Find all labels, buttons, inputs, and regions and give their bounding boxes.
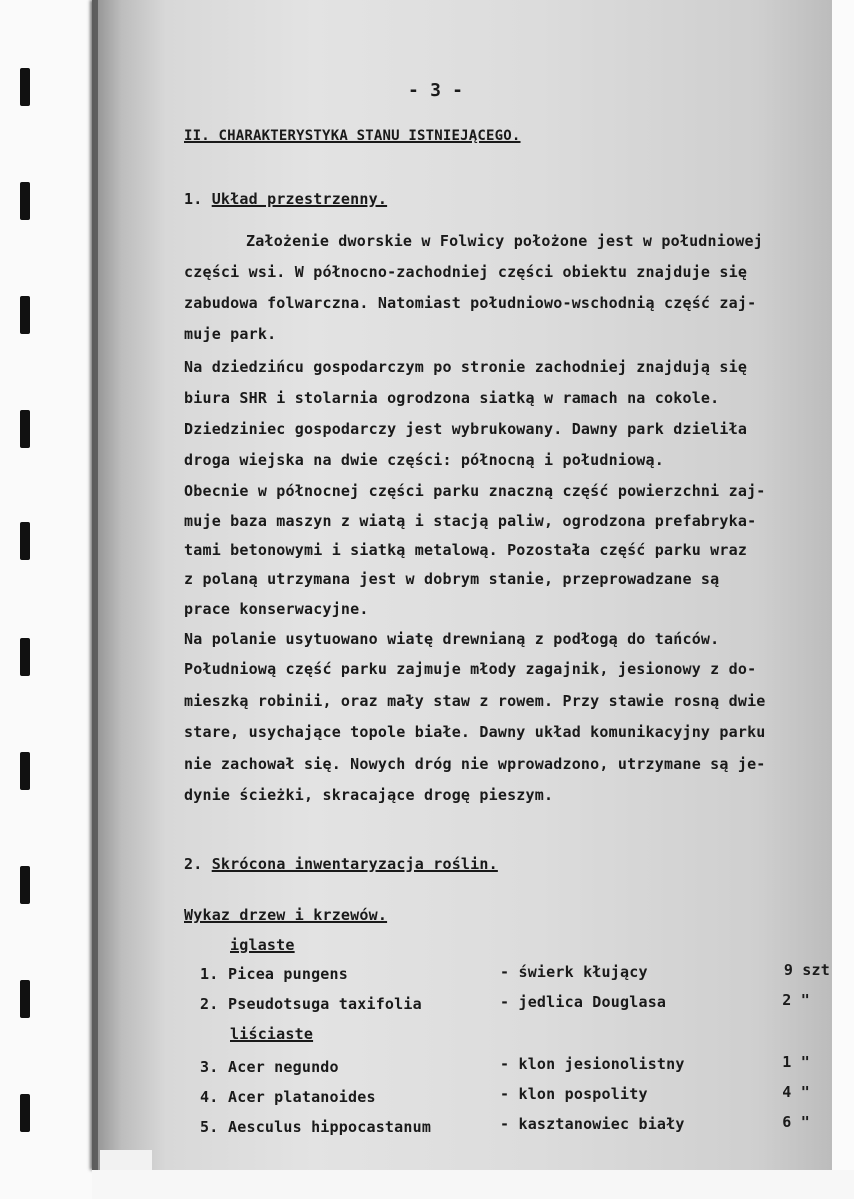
plant-count: 1 " [782, 1053, 810, 1071]
binder-hole [20, 752, 30, 790]
binder-hole [20, 68, 30, 106]
subsection-title: Skrócona inwentaryzacja roślin. [211, 855, 498, 873]
plant-polish-name: - kasztanowiec biały [500, 1115, 685, 1133]
paragraph-line: części wsi. W północno-zachodniej części obiektu znajduje się [184, 263, 748, 281]
paragraph-line: muje baza maszyn z wiatą i stacją paliw, ogrodzona prefabryka- [184, 512, 757, 530]
subsection-number: 2. [184, 855, 203, 873]
paragraph-line: muje park. [184, 325, 277, 343]
plant-latin-name: Acer negundo [228, 1058, 339, 1076]
plant-number: 5. [200, 1118, 219, 1136]
paragraph-line: biura SHR i stolarnia ogrodzona siatką w ramach na cokole. [184, 389, 720, 407]
binder-hole [20, 638, 30, 676]
plant-number: 3. [200, 1058, 219, 1076]
plant-number: 2. [200, 995, 219, 1013]
paragraph-line: Południową część parku zajmuje młody zagajnik, jesionowy z do- [184, 660, 757, 678]
binder-hole [20, 866, 30, 904]
page-corner [100, 1150, 152, 1170]
paragraph-line: Założenie dworskie w Folwicy położone jest w południowej [246, 232, 763, 250]
group-label-coniferous: iglaste [230, 936, 295, 954]
paragraph-line: Dziedziniec gospodarczy jest wybrukowany. Dawny park dzieliła [184, 420, 748, 438]
binder-hole [20, 980, 30, 1018]
plant-number: 4. [200, 1088, 219, 1106]
section-title: II. CHARAKTERYSTYKA STANU ISTNIEJĄCEGO. [184, 128, 521, 144]
bottom-margin [92, 1170, 854, 1199]
paragraph-line: prace konserwacyjne. [184, 600, 369, 618]
plant-count: 2 " [782, 991, 810, 1009]
paragraph-line: dynie ścieżki, skracające drogę pieszym. [184, 786, 554, 804]
paragraph-line: Obecnie w północnej części parku znaczną część powierzchni zaj- [184, 482, 766, 500]
paragraph-line: stare, usychające topole białe. Dawny układ komunikacyjny parku [184, 723, 766, 741]
plant-polish-name: - klon pospolity [500, 1085, 648, 1103]
plant-number: 1. [200, 965, 219, 983]
page-edge-shadow [92, 0, 98, 1170]
paragraph-line: nie zachował się. Nowych dróg nie wprowadzono, utrzymane są je- [184, 755, 766, 773]
binder-hole [20, 410, 30, 448]
paragraph-line: Na polanie usytuowano wiatę drewnianą z podłogą do tańców. [184, 630, 720, 648]
plant-latin-name: Acer platanoides [228, 1088, 376, 1106]
group-label-deciduous: liściaste [230, 1025, 314, 1043]
binder-hole [20, 182, 30, 220]
plant-count: 4 " [782, 1083, 810, 1101]
plant-count: 6 " [782, 1113, 810, 1131]
subsection-heading-2 [184, 855, 498, 873]
binder-hole [20, 296, 30, 334]
page-number: - 3 - [408, 80, 464, 101]
paragraph-line: droga wiejska na dwie części: północną i południową. [184, 451, 664, 469]
subsection-heading-1 [184, 190, 387, 208]
plant-polish-name: - świerk kłujący [500, 963, 648, 981]
plant-latin-name: Aesculus hippocastanum [228, 1118, 432, 1136]
binder-hole [20, 522, 30, 560]
plant-polish-name: - klon jesionolistny [500, 1055, 685, 1073]
paragraph-line: Na dziedzińcu gospodarczym po stronie zachodniej znajdują się [184, 358, 748, 376]
right-margin [832, 0, 854, 1199]
subsection-title: Układ przestrzenny. [211, 190, 388, 208]
binder-hole [20, 1094, 30, 1132]
plant-polish-name: - jedlica Douglasa [500, 993, 667, 1011]
paragraph-line: tami betonowymi i siatką metalową. Pozostała część parku wraz [184, 541, 748, 559]
left-margin [0, 0, 92, 1199]
plant-count: 9 szt [783, 961, 830, 979]
paragraph-line: zabudowa folwarczna. Natomiast południowo-wschodnią część zaj- [184, 294, 757, 312]
subsection-number: 1. [184, 190, 203, 208]
plant-latin-name: Pseudotsuga taxifolia [228, 995, 422, 1013]
paragraph-line: mieszką robinii, oraz mały staw z rowem. Przy stawie rosną dwie [184, 692, 766, 710]
list-heading: Wykaz drzew i krzewów. [184, 906, 388, 924]
plant-latin-name: Picea pungens [228, 965, 348, 983]
paragraph-line: z polaną utrzymana jest w dobrym stanie, przeprowadzane są [184, 570, 720, 588]
